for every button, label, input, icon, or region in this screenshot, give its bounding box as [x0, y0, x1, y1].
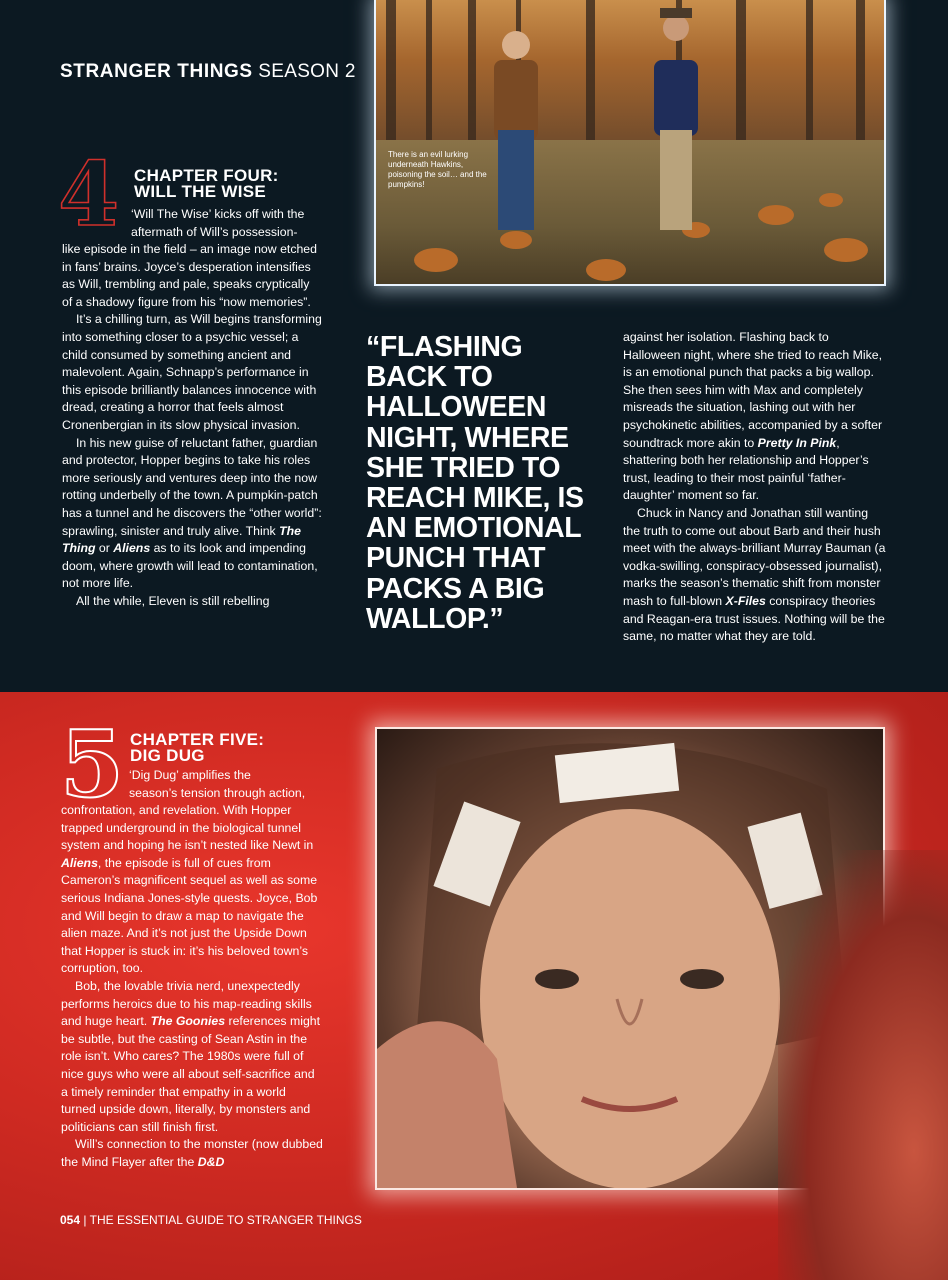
chapter-five-para3: Will’s connection to the monster (now dubbed the Mind Flayer after the D&D [61, 1137, 323, 1169]
chapter-five-number: 5 [60, 710, 125, 818]
footer-separator: | [83, 1213, 87, 1227]
chapter-five-intro-line2: season’s tension through action, [129, 785, 306, 800]
chapter-four-intro-line2: aftermath of Will’s possession- [131, 224, 298, 239]
chapter-five-para2: Bob, the lovable trivia nerd, unexpectedly performs heroics due to his map-reading skills and huge heart. The Goonies references might be subtle, but the casting of Sean Astin in the role isn’t. Who cares? The 1980s were full of nice guys who were all about self-sacrifice and a timely reminder that empathy in a world turned upside down, literally, by monsters and politicians can still finish first. [61, 978, 321, 1134]
chapter-five-intro-lines [129, 767, 349, 802]
chapter-four-column-1 [62, 241, 322, 610]
chapter-four-title-line2: WILL THE WISE [134, 182, 267, 201]
chapter-four-para4: All the while, Eleven is still rebelling [76, 593, 270, 608]
chapter-four-intro-lines [131, 206, 331, 241]
page-footer [60, 1213, 362, 1227]
brand-title: STRANGER THINGS [60, 61, 253, 82]
pull-quote: “FLASHING BACK TO HALLOWEEN NIGHT, WHERE SHE TRIED TO REACH MIKE, IS AN EMOTIONAL PUNCH THAT PACKS A BIG WALLOP.” [366, 331, 584, 635]
chapter-four-para1: like episode in the field – an image now etched in fans’ brains. Joyce’s desperation intensifies as Will, trembling and pale, speaks cryptically of a shadowy figure from his “now memories”. [62, 242, 317, 309]
chapter-five-column [61, 802, 323, 1171]
page-number: 054 [60, 1213, 81, 1227]
chapter-five-title-line2: DIG DUG [130, 746, 205, 765]
chapter-five-title-line1: CHAPTER FIVE: [130, 730, 265, 749]
chapter-four-column-2 [623, 329, 887, 646]
page-header [60, 61, 356, 83]
chapter-four-para2: It’s a chilling turn, as Will begins transforming into something closer to a psychic vessel; a child consumed by something ancient and malevolent. Again, Schnapp’s performance in this episode brilliantly balances innocence with dread, creating a horror that feels almost Cronenbergian in its slow physical invasion. [62, 312, 322, 432]
photo-figures [376, 0, 884, 284]
chapter-four-title [134, 168, 279, 200]
photo-caption: There is an evil lurking underneath Hawkins, poisoning the soil… and the pumpkins! [388, 150, 487, 189]
chapter-four-title-line1: CHAPTER FOUR: [134, 166, 279, 185]
chapter-four-col2-para2: Chuck in Nancy and Jonathan still wanting the truth to come out about Barb and their hush meet with the always-brilliant Murray Bauman (a vodka-swilling, conspiracy-obsessed journalist), marks the season’s thematic shift from monster mash to full-blown X-Files conspiracy theories and Reagan-era trust issues. Nothing will be the same, no matter what they are told. [623, 505, 886, 644]
chapter-five-title [130, 732, 264, 764]
publication-title: THE ESSENTIAL GUIDE TO STRANGER THINGS [89, 1213, 362, 1227]
chapter-five-para1: confrontation, and revelation. With Hopper trapped underground in the biological tunnel system and hoping he isn’t nested like Newt in Aliens, the episode is full of cues from Cameron’s magnificent sequel as well as some serious Indiana Jones-style quests. Joyce, Bob and Will begin to draw a map to navigate the alien maze. And it’s not just the Upside Down that Hopper is stuck in: it’s his beloved town’s corruption, too. [61, 803, 318, 976]
chapter-four-intro-line1: ‘Will The Wise’ kicks off with the [131, 207, 305, 221]
pumpkin-patch-photo [376, 0, 884, 284]
chapter-four-col2-para1: against her isolation. Flashing back to Halloween night, where she tried to reach Mike, is an emotional punch that packs a big wallop. She then sees him with Max and completely misreads the situation, lashing out with her psychokinetic abilities, accompanied by a softer soundtrack more akin to Pretty In Pink, shattering both her relationship and Hopper’s trust, leading to their most painful ‘father-daughter’ moment so far. [623, 330, 883, 503]
season-label: SEASON 2 [258, 61, 356, 82]
monster-hand-overlay [778, 850, 948, 1280]
chapter-four-para3: In his new guise of reluctant father, guardian and protector, Hopper begins to take his roles more seriously and ventures deep into the now rotting underbelly of the town. A pumpkin-patch has a tunnel and he discovers the “other world”: sprawling, sinister and truly alive. Think The Thing or Aliens as to its look and impending doom, where growth will lead to contamination, not more life. [62, 435, 322, 591]
chapter-five-intro-line1: ‘Dig Dug’ amplifies the [129, 768, 251, 782]
chapter-four-number: 4 [58, 142, 120, 246]
